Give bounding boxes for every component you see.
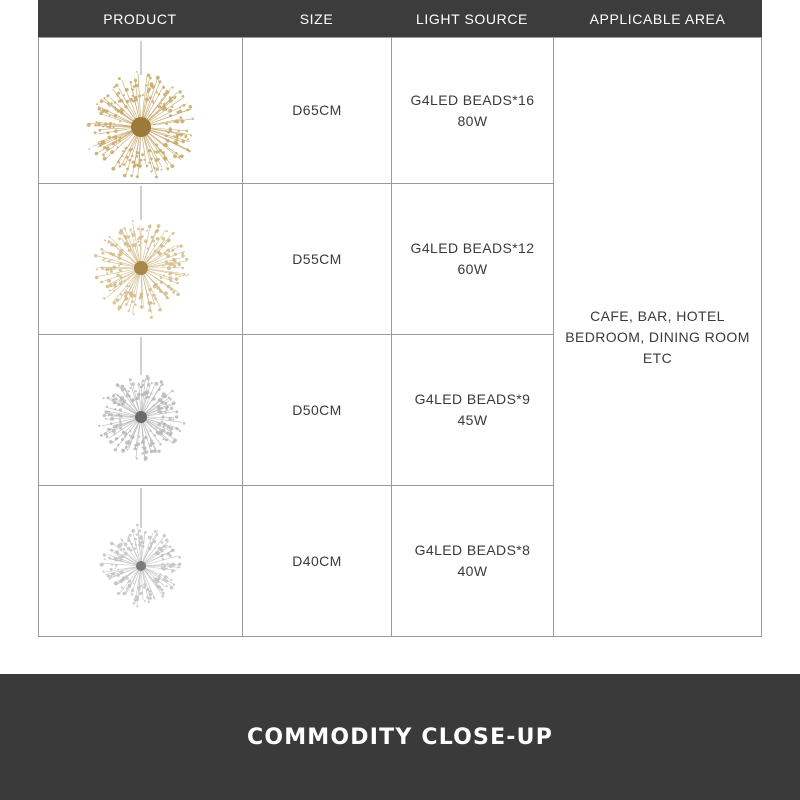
dandelion-chandelier-gold-icon (51, 41, 231, 181)
dandelion-chandelier-gold-icon (51, 186, 231, 332)
beads-value: G4LED BEADS*9 (414, 391, 531, 407)
header-size: SIZE (242, 0, 391, 38)
size-value: D40CM (292, 552, 342, 569)
size-value: D50CM (292, 401, 342, 418)
beads-value: G4LED BEADS*16 (410, 91, 535, 108)
watt-value: 40W (457, 563, 488, 579)
light-source-cell (391, 334, 554, 486)
header-applicable-area: APPLICABLE AREA (553, 0, 762, 38)
size-cell (242, 485, 392, 637)
header-product: PRODUCT (38, 0, 242, 38)
light-source-cell (391, 485, 554, 637)
product-image-cell (38, 37, 243, 184)
product-image-cell (38, 485, 243, 637)
area-line-3: ETC (642, 349, 673, 366)
product-image-cell (38, 334, 243, 486)
watt-value: 45W (457, 412, 488, 428)
light-source-cell (391, 37, 554, 184)
light-source-cell (391, 183, 554, 335)
banner-title: COMMODITY CLOSE-UP (246, 724, 554, 750)
watt-value: 80W (457, 112, 488, 129)
area-line-1: CAFE, BAR, HOTEL (590, 307, 725, 324)
product-image-cell (38, 183, 243, 335)
area-line-2: BEDROOM, DINING ROOM (565, 328, 750, 345)
dandelion-chandelier-chrome-icon (51, 488, 231, 634)
beads-value: G4LED BEADS*8 (414, 542, 531, 558)
size-value: D55CM (292, 250, 342, 267)
size-cell (242, 183, 392, 335)
commodity-banner (0, 674, 800, 800)
applicable-area-cell (553, 37, 762, 637)
size-cell (242, 334, 392, 486)
beads-value: G4LED BEADS*12 (410, 240, 535, 256)
spec-table (38, 0, 762, 637)
size-value: D65CM (292, 102, 342, 118)
header-light-source: LIGHT SOURCE (391, 0, 553, 38)
dandelion-chandelier-chrome-icon (51, 337, 231, 483)
watt-value: 60W (457, 261, 488, 277)
size-cell (242, 37, 392, 184)
